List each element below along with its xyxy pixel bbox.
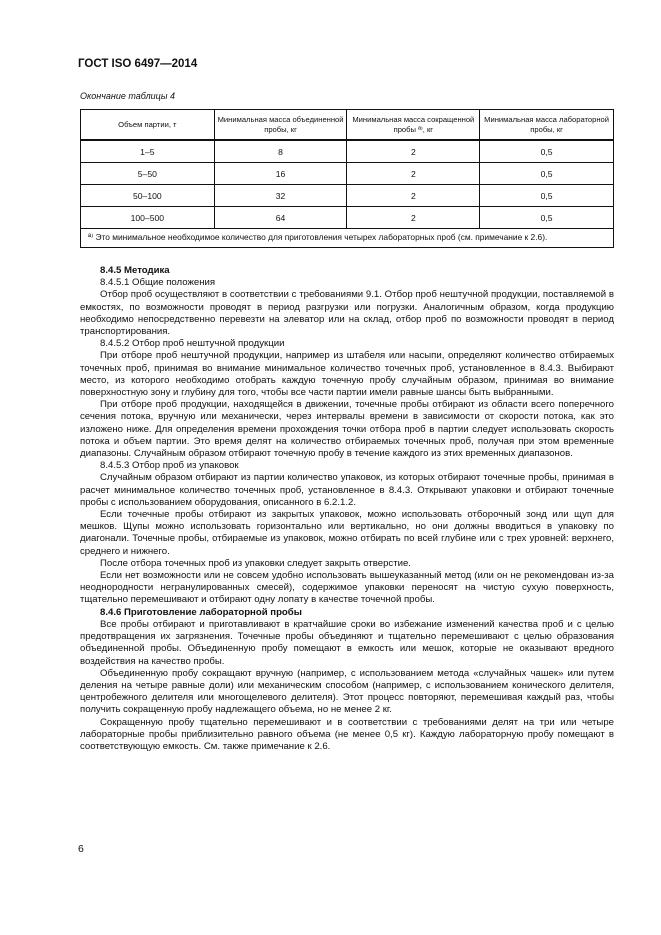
paragraph: Отбор проб осуществляют в соответствии с требованиями 9.1. Отбор проб нештучной продукции, поставляемой в емкостях, по возможности проводят в период разгрузки или погрузки. Аналогичным образом, когда продукцию необходимо непосредственно перевезти на элеватор или на склад, отбор проб по возможности проводят в период транспортирования. (80, 289, 614, 338)
section-heading: 8.4.5 Методика (100, 265, 170, 276)
table-cell: 2 (347, 140, 480, 163)
subsection-heading: 8.4.5.3 Отбор проб из упаковок (100, 460, 239, 472)
table-header-row (81, 110, 614, 141)
table-cell: 16 (214, 163, 347, 185)
paragraph: После отбора точечных проб из упаковки следует закрыть отверстие. (100, 557, 411, 569)
subsection-heading: 8.4.5.1 Общие положения (100, 277, 216, 289)
paragraph: Случайным образом отбирают из партии количество упаковок, из которых отбирают точечные пробы, принимая в расчет минимальное количество точечных проб, установленное в 8.4.3. Открывают упаковки и отбирают точечные пробы с использованием оборудования, описанного в 6.2.1.2. (80, 472, 614, 508)
table-cell: 2 (347, 185, 480, 207)
table-row (81, 140, 614, 163)
body-text (80, 265, 614, 753)
column-header: Минимальная масса объединенной пробы, кг (214, 110, 347, 141)
paragraph: Сокращенную пробу тщательно перемешивают и в соответствии с требованиями делят на три или четыре лабораторные пробы приблизительно равного объема (не менее 0,5 кг). Каждую лабораторную пробу помещают в соответствующую емкость. См. также примечание к 2.6. (80, 716, 614, 752)
column-header: Объем партии, т (81, 110, 215, 141)
paragraph: При отборе проб продукции, находящейся в движении, точечные пробы отбирают из области всего поперечного сечения потока, вручную или механически, через интервалы времени в зависимости от скорости потока, как это изложено ниже. Для определения времени прохождения точки отбора проб в партии следует использовать скорость потока и объем партии. Это время делят на количество отбираемых точечных проб, получая при этом временные диапазоны. Случайным образом отбирают точечную пробу в течение каждого из этих временных диапазонов. (80, 399, 614, 460)
paragraph: Если точечные пробы отбирают из закрытых упаковок, можно использовать отборочный зонд или щуп для мешков. Щупы можно использовать горизонтально или вертикально, но они должны вводиться в упаковку по диагонали. Точечные пробы, отбираемые из упаковок, можно отбирать по всей глубине или с трех уровней: верхнего, среднего и нижнего. (80, 509, 614, 557)
paragraph: Все пробы отбирают и приготавливают в кратчайшие сроки во избежание изменений качества проб и с целью предотвращения их загрязнения. Точечные пробы объединяют и тщательно перемешивают с целью образования объединенной пробы. Объединенную пробу помещают в емкость или мешок, которые не оказывают вредного воздействия на качество пробы. (80, 618, 614, 667)
table-row (81, 185, 614, 207)
table-caption: Окончание таблицы 4 (80, 91, 175, 101)
page-number: 6 (78, 843, 84, 855)
table-cell: 50–100 (81, 185, 215, 207)
table-cell: 2 (347, 207, 480, 229)
column-header: Минимальная масса лабораторной пробы, кг (480, 110, 614, 141)
document-code: ГОСТ ISO 6497—2014 (78, 58, 198, 70)
table-cell: 32 (214, 185, 347, 207)
column-header: Минимальная масса сокращенной пробы ª⁾, кг (347, 110, 480, 141)
table-cell: 0,5 (480, 140, 614, 163)
table-footnote: ª⁾ Это минимальное необходимое количество для приготовления четырех лабораторных проб (см. примечание к 2.6). (81, 229, 614, 248)
table-cell: 1–5 (81, 140, 215, 163)
subsection-heading: 8.4.5.2 Отбор проб нештучной продукции (100, 338, 285, 350)
section-heading: 8.4.6 Приготовление лабораторной пробы (100, 606, 302, 618)
table-cell: 5–50 (81, 163, 215, 185)
table-row (81, 207, 614, 229)
table-row (81, 163, 614, 185)
table-footnote-row (81, 229, 614, 248)
table-cell: 2 (347, 163, 480, 185)
table-4 (80, 109, 614, 248)
table-cell: 64 (214, 207, 347, 229)
paragraph: Если нет возможности или не совсем удобно использовать вышеуказанный метод (или он не рекомендован из-за неоднородности негранулированных смесей), содержимое упаковки переносят на чистую сухую поверхность, тщательно перемешивают и отбирают одну лопату в качестве точечной пробы. (80, 570, 614, 606)
table-cell: 100–500 (81, 207, 215, 229)
table-cell: 0,5 (480, 185, 614, 207)
table-cell: 0,5 (480, 163, 614, 185)
table-cell: 8 (214, 140, 347, 163)
paragraph: Объединенную пробу сокращают вручную (например, с использованием метода «случайных чашек» или путем деления на четыре равные доли) или механическим способом (например, с использованием конического делителя, центробежного делителя или многощелевого делителя). Этот процесс повторяют, перемешивая каждый раз, чтобы получить сокращенную пробу надлежащего объема, но не менее 2 кг. (80, 667, 614, 716)
paragraph: При отборе проб нештучной продукции, например из штабеля или насыпи, определяют количество отбираемых точечных проб, принимая во внимание минимальное количество точечных проб, установленное в 8.4.3. Выбирают место, из которого необходимо отобрать каждую точечную пробу случайным образом, принимая во внимание поверхностную зону и глубину для того, чтобы все части партии имели равные шансы быть выбранными. (80, 350, 614, 399)
table-cell: 0,5 (480, 207, 614, 229)
